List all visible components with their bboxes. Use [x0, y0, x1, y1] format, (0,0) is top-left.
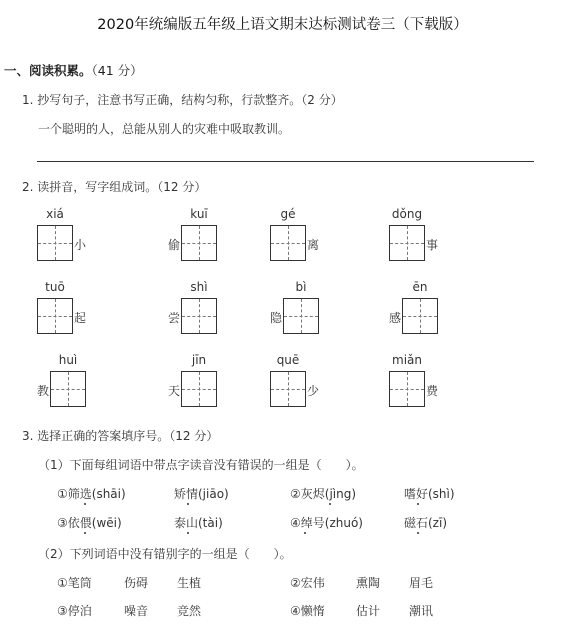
pinyin-label: miǎn	[392, 353, 422, 367]
option-text: 磁石(zī)	[404, 516, 447, 530]
question-1-sentence: 一个聪明的人，总能从别人的灾难中吸取教训。	[38, 122, 291, 136]
option-text: 熏陶	[356, 576, 381, 590]
given-character: 天	[168, 384, 181, 398]
pinyin-label: huì	[58, 353, 78, 367]
emphasis-dot	[417, 532, 419, 534]
option-text: ①筛选(shāi)	[57, 487, 126, 501]
question-3-label: 3. 选择正确的答案填序号。（12 分）	[22, 429, 219, 443]
pinyin-label: kuī	[190, 207, 208, 221]
pinyin-label: gé	[280, 207, 296, 221]
emphasis-dot	[187, 532, 189, 534]
given-character: 教	[37, 384, 50, 398]
pinyin-label: ēn	[412, 280, 428, 294]
option-text: ②灰烬(jìng)	[290, 487, 357, 501]
emphasis-dot	[329, 503, 331, 505]
question-1-label: 1. 抄写句子，注意书写正确，结构匀称，行款整齐。（2 分）	[22, 93, 343, 107]
emphasis-dot	[304, 532, 306, 534]
char-writing-box[interactable]	[37, 298, 73, 334]
writing-line	[37, 161, 534, 162]
option-text: 生植	[177, 576, 202, 590]
pinyin-label: xiá	[46, 207, 64, 221]
given-character: 少	[307, 384, 320, 398]
pinyin-label: bì	[295, 280, 307, 294]
question-3-2-label: （2）下列词语中没有错别字的一组是（ ）。	[38, 547, 292, 561]
char-writing-box[interactable]	[181, 225, 217, 261]
option-text: 泰山(tài)	[174, 516, 223, 530]
given-character: 尝	[168, 311, 181, 325]
section-heading	[4, 61, 143, 79]
emphasis-dot	[417, 503, 419, 505]
char-writing-box[interactable]	[283, 298, 319, 334]
emphasis-dot	[84, 503, 86, 505]
option-text: ②宏伟	[290, 576, 325, 590]
char-writing-box[interactable]	[402, 298, 438, 334]
given-character: 隐	[270, 311, 283, 325]
given-character: 事	[426, 238, 439, 252]
char-writing-box[interactable]	[389, 371, 425, 407]
option-text: 眉毛	[409, 576, 434, 590]
option-text: 噪音	[124, 604, 149, 618]
char-writing-box[interactable]	[181, 371, 217, 407]
option-text: ③停泊	[57, 604, 92, 618]
given-character: 离	[307, 238, 320, 252]
given-character: 费	[426, 384, 439, 398]
option-text: 竞然	[177, 604, 202, 618]
option-text: 潮讯	[409, 604, 434, 618]
option-text: ①笔筒	[57, 576, 92, 590]
given-character: 起	[74, 311, 87, 325]
question-2-label: 2. 读拼音，写字组成词。（12 分）	[22, 180, 207, 194]
given-character: 感	[389, 311, 402, 325]
option-text: ④绰号(zhuó)	[290, 516, 363, 530]
char-writing-box[interactable]	[270, 225, 306, 261]
emphasis-dot	[84, 532, 86, 534]
option-text: 嗜好(shì)	[404, 487, 455, 501]
pinyin-label: dǒng	[391, 207, 423, 221]
char-writing-box[interactable]	[37, 225, 73, 261]
given-character: 小	[74, 238, 87, 252]
question-3-1-label: （1）下面每组词语中带点字读音没有错误的一组是（ ）。	[38, 458, 364, 472]
pinyin-label: shì	[190, 280, 208, 294]
option-text: 估计	[356, 604, 381, 618]
char-writing-box[interactable]	[389, 225, 425, 261]
emphasis-dot	[187, 503, 189, 505]
char-writing-box[interactable]	[270, 371, 306, 407]
option-text: 伤碍	[124, 576, 149, 590]
section-label: 一、阅读积累。	[4, 63, 92, 78]
section-score: （41 分）	[91, 63, 143, 78]
given-character: 偷	[168, 238, 181, 252]
pinyin-label: jīn	[191, 353, 207, 367]
option-text: ④懒惰	[290, 604, 325, 618]
pinyin-label: tuō	[45, 280, 65, 294]
page-title: 2020年统编版五年级上语文期末达标测试卷三（下载版）	[97, 17, 468, 33]
char-writing-box[interactable]	[50, 371, 86, 407]
option-text: ③依偎(wēi)	[57, 516, 122, 530]
pinyin-label: quē	[276, 353, 300, 367]
option-text: 矫情(jiāo)	[174, 487, 229, 501]
char-writing-box[interactable]	[181, 298, 217, 334]
